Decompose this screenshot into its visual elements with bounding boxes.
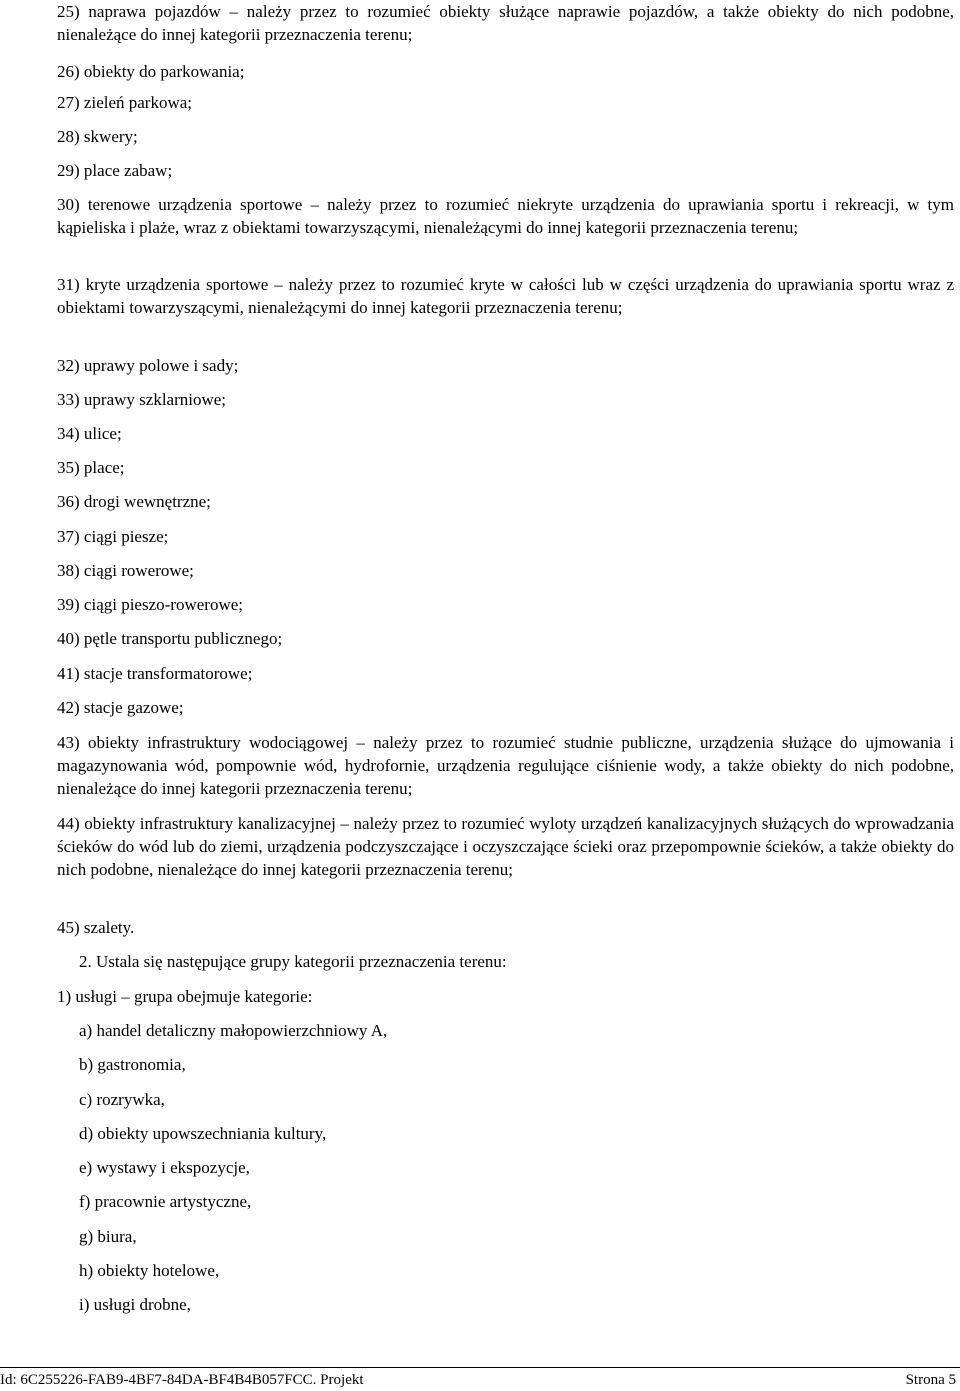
paragraph-2: 2. Ustala się następujące grupy kategorii przeznaczenia terenu:: [79, 952, 507, 971]
list-item-38: 38) ciągi rowerowe;: [57, 561, 194, 580]
list-item-42: 42) stacje gazowe;: [57, 698, 184, 717]
list-item-25: 25) naprawa pojazdów – należy przez to rozumieć obiekty służące naprawie pojazdów, a także obiekty do nich podobne, nienależące do innej kategorii przeznaczenia terenu;: [57, 2, 955, 44]
list-item-34: 34) ulice;: [57, 424, 122, 443]
list-item-45: 45) szalety.: [57, 918, 135, 937]
sub-item-b: b) gastronomia,: [79, 1055, 186, 1074]
footer-divider: [0, 1367, 960, 1368]
list-item-26: 26) obiekty do parkowania;: [57, 62, 245, 81]
list-item-39: 39) ciągi pieszo-rowerowe;: [57, 595, 243, 614]
sub-item-h: h) obiekty hotelowe,: [79, 1261, 220, 1280]
list-item-36: 36) drogi wewnętrzne;: [57, 492, 211, 511]
list-item-37: 37) ciągi piesze;: [57, 527, 169, 546]
list-item-31: 31) kryte urządzenia sportowe – należy przez to rozumieć kryte w całości lub w części urządzenia do uprawiania sportu wraz z obiektami towarzyszącymi, nienależącymi do innej kategorii przeznaczenia terenu;: [57, 275, 955, 317]
sub-item-c: c) rozrywka,: [79, 1090, 165, 1109]
sub-item-a: a) handel detaliczny małopowierzchniowy A,: [79, 1021, 388, 1040]
sub-item-d: d) obiekty upowszechniania kultury,: [79, 1124, 327, 1143]
list-item-33: 33) uprawy szklarniowe;: [57, 390, 227, 409]
sub-item-e: e) wystawy i ekspozycje,: [79, 1158, 250, 1177]
list-item-29: 29) place zabaw;: [57, 161, 173, 180]
list-item-27: 27) zieleń parkowa;: [57, 93, 193, 112]
group-1-heading: 1) usługi – grupa obejmuje kategorie:: [57, 987, 313, 1006]
list-item-35: 35) place;: [57, 458, 125, 477]
sub-item-i: i) usługi drobne,: [79, 1295, 191, 1314]
list-item-43: 43) obiekty infrastruktury wodociągowej – należy przez to rozumieć studnie publiczne, urządzenia służące do ujmowania i magazynowania wód, pompownie wód, hydrofornie, urządzenia regulujące ciśnienie wody, a także obiekty do nich podobne, nienależące do innej kategorii przeznaczenia terenu;: [57, 733, 955, 798]
list-item-28: 28) skwery;: [57, 127, 138, 146]
sub-item-g: g) biura,: [79, 1227, 137, 1246]
list-item-40: 40) pętle transportu publicznego;: [57, 629, 283, 648]
sub-item-f: f) pracownie artystyczne,: [79, 1192, 252, 1211]
footer-page-number: Strona 5: [905, 1372, 956, 1388]
footer-document-id: Id: 6C255226-FAB9-4BF7-84DA-BF4B4B057FCC. Projekt: [0, 1372, 364, 1388]
list-item-44: 44) obiekty infrastruktury kanalizacyjnej – należy przez to rozumieć wyloty urządzeń kanalizacyjnych służących do wprowadzania ścieków do wód lub do ziemi, urządzenia podczyszczające i oczyszczające ścieki oraz przepompownie ścieków, a także obiekty do nich podobne, nienależące do innej kategorii przeznaczenia terenu;: [57, 814, 954, 879]
list-item-30: 30) terenowe urządzenia sportowe – należy przez to rozumieć niekryte urządzenia do uprawiania sportu i rekreacji, w tym kąpieliska i plaże, wraz z obiektami towarzyszącymi, nienależącymi do innej kategorii przeznaczenia terenu;: [57, 195, 954, 237]
list-item-32: 32) uprawy polowe i sady;: [57, 356, 239, 375]
list-item-41: 41) stacje transformatorowe;: [57, 664, 253, 683]
